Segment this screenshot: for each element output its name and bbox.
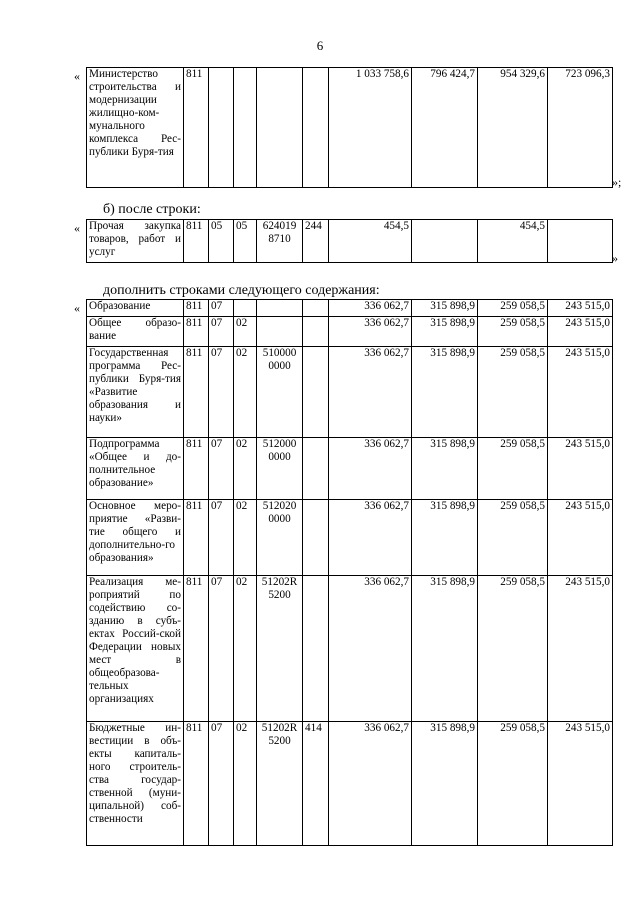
cell-pr: 02: [234, 500, 257, 576]
open-quote-2: «: [74, 221, 80, 235]
cell-value-4: 243 515,0: [548, 576, 613, 722]
cell-csr: 624019 8710: [257, 220, 303, 263]
cell-value-2: 315 898,9: [412, 317, 478, 347]
cell-value-1: 336 062,7: [329, 317, 412, 347]
cell-value-4: 243 515,0: [548, 438, 613, 500]
table-row: [87, 317, 613, 347]
table-after-row: [86, 219, 613, 263]
cell-csr: 51202R 5200: [257, 722, 303, 846]
cell-pr: 05: [234, 220, 257, 263]
table-ministry: [86, 67, 613, 188]
cell-pr: 02: [234, 317, 257, 347]
cell-value-3: 454,5: [478, 220, 548, 263]
cell-name: Государственная программа Рес-публики Буря-тия «Развитие образования и науки»: [87, 347, 184, 438]
cell-grbs: 811: [184, 438, 209, 500]
table-row: [87, 68, 613, 188]
cell-value-3: 259 058,5: [478, 347, 548, 438]
cell-csr: [257, 68, 303, 188]
cell-value-1: 454,5: [329, 220, 412, 263]
cell-rz: 07: [209, 347, 234, 438]
cell-vr: [303, 68, 329, 188]
cell-value-4: 723 096,3: [548, 68, 613, 188]
cell-name: Образование: [87, 300, 184, 317]
cell-pr: 02: [234, 722, 257, 846]
cell-grbs: 811: [184, 317, 209, 347]
cell-rz: [209, 68, 234, 188]
cell-value-3: 259 058,5: [478, 317, 548, 347]
close-quote-2: »: [612, 251, 618, 265]
cell-grbs: 811: [184, 300, 209, 317]
cell-value-1: 336 062,7: [329, 300, 412, 317]
cell-name: Бюджетные ин-вестиции в объ-екты капиталь-ного строитель-ства государ-ственной (муни-ципальной) соб-ственности: [87, 722, 184, 846]
table-education: [86, 299, 613, 846]
cell-value-3: 954 329,6: [478, 68, 548, 188]
cell-value-3: 259 058,5: [478, 500, 548, 576]
cell-csr: 512000 0000: [257, 438, 303, 500]
cell-value-2: 315 898,9: [412, 438, 478, 500]
cell-csr: 510000 0000: [257, 347, 303, 438]
close-quote-1: »;: [612, 175, 622, 189]
cell-name: Основное меро-приятие «Разви-тие общего и дополнительно-го образования»: [87, 500, 184, 576]
cell-value-4: 243 515,0: [548, 347, 613, 438]
table-row: [87, 300, 613, 317]
open-quote-3: «: [74, 301, 80, 315]
cell-vr: [303, 576, 329, 722]
cell-value-4: 243 515,0: [548, 500, 613, 576]
cell-value-3: 259 058,5: [478, 438, 548, 500]
cell-csr: 51202R 5200: [257, 576, 303, 722]
cell-name: Прочая закупка товаров, работ и услуг: [87, 220, 184, 263]
cell-rz: 07: [209, 500, 234, 576]
cell-vr: [303, 438, 329, 500]
cell-pr: 02: [234, 347, 257, 438]
cell-grbs: 811: [184, 68, 209, 188]
cell-value-1: 336 062,7: [329, 500, 412, 576]
cell-value-2: 315 898,9: [412, 347, 478, 438]
cell-value-1: 336 062,7: [329, 347, 412, 438]
cell-grbs: 811: [184, 347, 209, 438]
cell-value-3: 259 058,5: [478, 722, 548, 846]
cell-value-4: 243 515,0: [548, 300, 613, 317]
cell-grbs: 811: [184, 722, 209, 846]
cell-rz: 07: [209, 438, 234, 500]
cell-value-4: [548, 220, 613, 263]
cell-grbs: 811: [184, 220, 209, 263]
cell-vr: [303, 500, 329, 576]
cell-name: Министерство строительства и модернизации жилищно-ком-мунального комплекса Рес-публики Буря-тия: [87, 68, 184, 188]
cell-value-1: 336 062,7: [329, 438, 412, 500]
cell-name: Реализация ме-роприятий по содействию со-зданию в субъ-ектах Россий-ской Федерации новых мест в общеобразова-тельных организациях: [87, 576, 184, 722]
open-quote-1: «: [74, 69, 80, 83]
page-number: 6: [316, 38, 324, 53]
append-intro: дополнить строками следующего содержания:: [103, 283, 380, 298]
cell-vr: 244: [303, 220, 329, 263]
table-row: [87, 576, 613, 722]
cell-csr: 512020 0000: [257, 500, 303, 576]
cell-name: Общее образо-вание: [87, 317, 184, 347]
cell-value-2: [412, 220, 478, 263]
cell-rz: 07: [209, 300, 234, 317]
cell-pr: 02: [234, 576, 257, 722]
cell-vr: [303, 317, 329, 347]
cell-pr: 02: [234, 438, 257, 500]
cell-value-3: 259 058,5: [478, 300, 548, 317]
cell-csr: [257, 317, 303, 347]
cell-vr: [303, 347, 329, 438]
table-row: [87, 722, 613, 846]
cell-value-1: 1 033 758,6: [329, 68, 412, 188]
cell-grbs: 811: [184, 500, 209, 576]
cell-value-2: 796 424,7: [412, 68, 478, 188]
cell-value-2: 315 898,9: [412, 300, 478, 317]
table-row: [87, 347, 613, 438]
cell-rz: 07: [209, 722, 234, 846]
cell-value-3: 259 058,5: [478, 576, 548, 722]
cell-value-1: 336 062,7: [329, 576, 412, 722]
cell-rz: 05: [209, 220, 234, 263]
cell-vr: 414: [303, 722, 329, 846]
cell-value-4: 243 515,0: [548, 317, 613, 347]
cell-pr: [234, 300, 257, 317]
cell-value-2: 315 898,9: [412, 500, 478, 576]
cell-pr: [234, 68, 257, 188]
cell-value-4: 243 515,0: [548, 722, 613, 846]
cell-vr: [303, 300, 329, 317]
section-b-intro: б) после строки:: [103, 202, 201, 217]
cell-csr: [257, 300, 303, 317]
table-row: [87, 438, 613, 500]
table-row: [87, 220, 613, 263]
cell-grbs: 811: [184, 576, 209, 722]
cell-value-2: 315 898,9: [412, 576, 478, 722]
cell-value-2: 315 898,9: [412, 722, 478, 846]
cell-rz: 07: [209, 317, 234, 347]
cell-rz: 07: [209, 576, 234, 722]
cell-value-1: 336 062,7: [329, 722, 412, 846]
cell-name: Подпрограмма «Общее и до-полнительное образование»: [87, 438, 184, 500]
table-row: [87, 500, 613, 576]
